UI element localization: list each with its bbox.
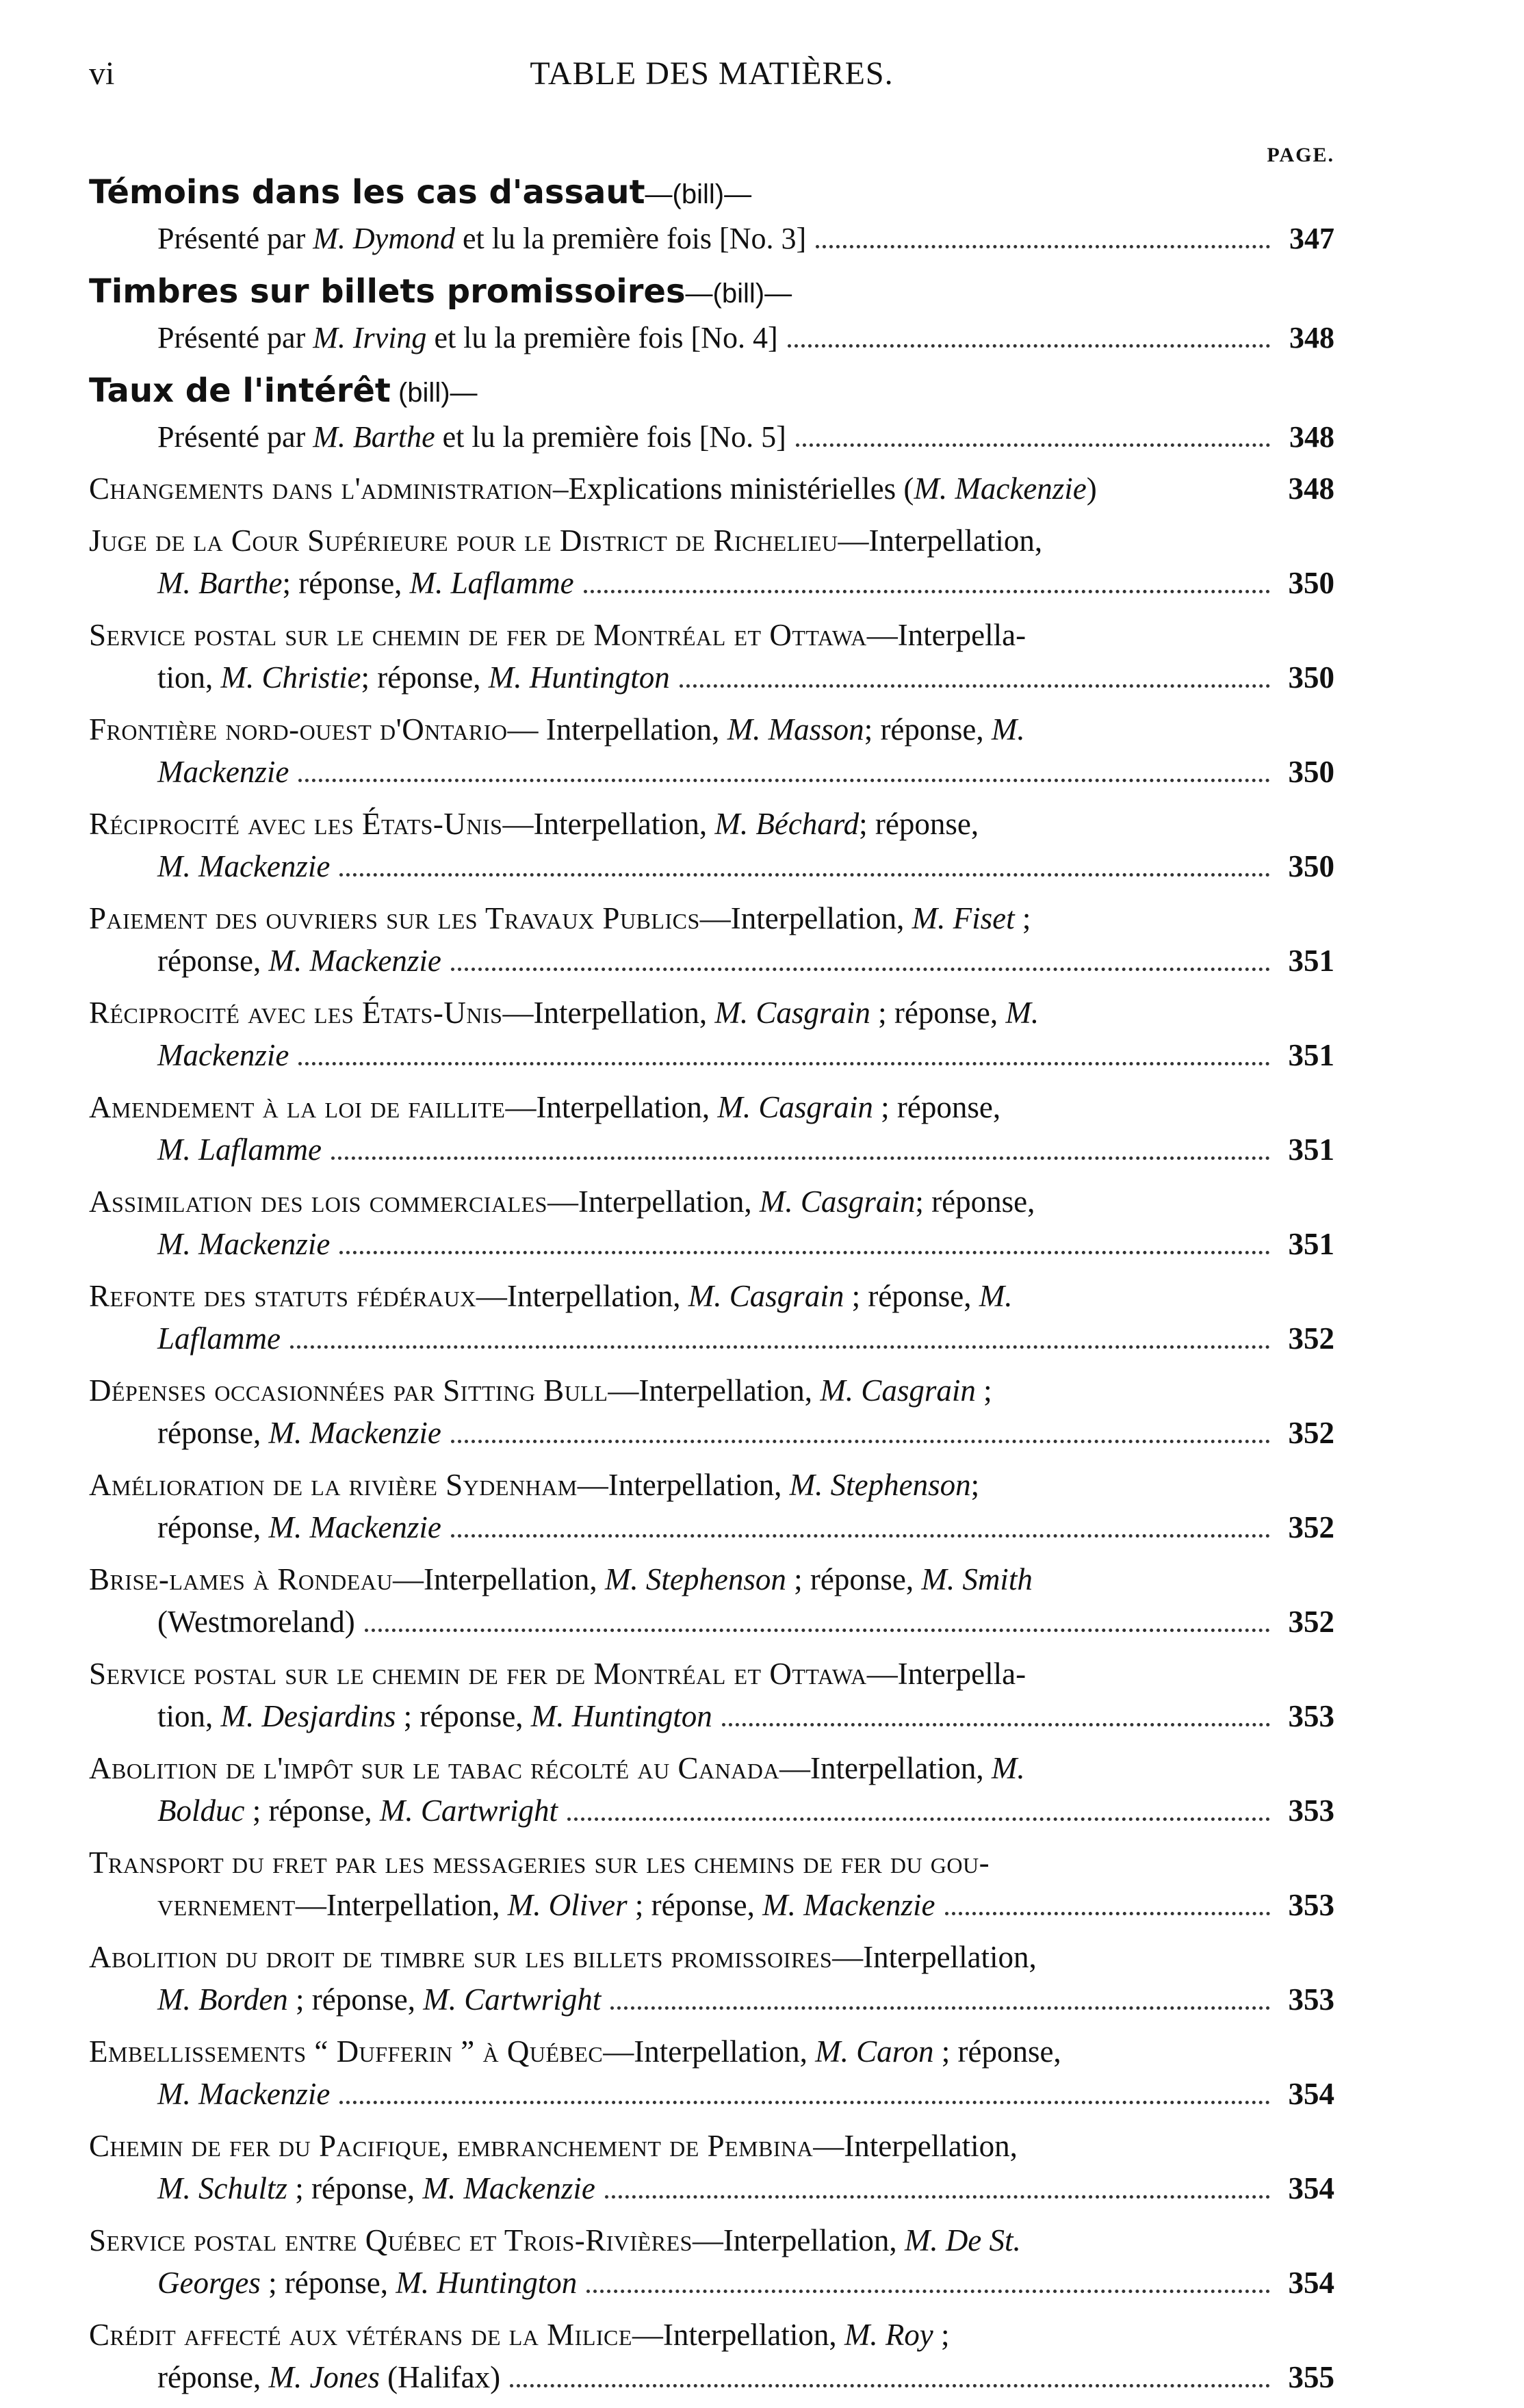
entry-line-continued bbox=[89, 1884, 1334, 1926]
entry-text: —Interpellation, bbox=[547, 1184, 760, 1219]
entry-text: ; bbox=[1014, 901, 1031, 935]
leader-dots bbox=[610, 2006, 1270, 2010]
member-name: M. Borden bbox=[157, 1982, 288, 2017]
toc-page bbox=[89, 41, 1334, 2408]
entry-text: ; réponse, bbox=[260, 2266, 396, 2300]
page-ref: 348 bbox=[1289, 321, 1334, 354]
bill-heading bbox=[89, 368, 1334, 415]
entry-line-text bbox=[89, 1275, 1013, 1317]
toc-entry bbox=[89, 1747, 1334, 1832]
member-name: M. Barthe bbox=[157, 566, 283, 600]
entry-line-text bbox=[89, 614, 1026, 656]
entry-line-text bbox=[89, 992, 1039, 1034]
entry-line-text bbox=[157, 1128, 322, 1171]
entry-line-continued bbox=[89, 656, 1334, 699]
toc-entry bbox=[89, 2219, 1334, 2304]
entry-line-continued bbox=[89, 1317, 1334, 1360]
page-ref: 347 bbox=[1289, 222, 1334, 255]
entry-line-text bbox=[157, 2167, 595, 2210]
entry-text: —Interpellation, bbox=[838, 523, 1043, 558]
member-name: M. bbox=[991, 1751, 1025, 1785]
page-ref: 350 bbox=[1288, 660, 1334, 695]
bills-section bbox=[89, 170, 1334, 459]
entry-text: réponse, bbox=[157, 2360, 269, 2394]
leader-dots bbox=[365, 1629, 1270, 1632]
entry-text: —Interpellation, bbox=[603, 2034, 816, 2069]
member-name: M. bbox=[979, 1279, 1013, 1313]
member-name: M. bbox=[1005, 996, 1039, 1030]
leader-dots bbox=[722, 1723, 1270, 1726]
entry-line bbox=[89, 1464, 1334, 1506]
entry-line-text bbox=[89, 1086, 1000, 1128]
entry-line bbox=[89, 708, 1334, 751]
entry-text: ; réponse, bbox=[361, 660, 489, 695]
entry-line-text bbox=[157, 562, 574, 604]
entry-text: ; réponse, bbox=[859, 807, 979, 841]
entry-line bbox=[89, 1086, 1334, 1128]
entry-subject: Refonte des statuts fédéraux bbox=[89, 1279, 476, 1313]
entry-line-continued bbox=[89, 2167, 1334, 2210]
entry-text: —Interpellation, bbox=[502, 996, 715, 1030]
leader-dots bbox=[451, 968, 1270, 971]
toc-entry bbox=[89, 1841, 1334, 1926]
bill-title: Taux de l'intérêt bbox=[89, 372, 391, 410]
entry-line-text bbox=[89, 1369, 992, 1412]
member-name: M. Casgrain bbox=[688, 1279, 844, 1313]
member-name: M. Mackenzie bbox=[762, 1888, 935, 1922]
page-ref: 348 bbox=[1288, 471, 1334, 506]
entry-text: (Westmoreland) bbox=[157, 1605, 355, 1639]
entry-text: ; réponse, bbox=[864, 712, 992, 747]
entry-line-text bbox=[89, 1464, 979, 1506]
member-name: Mackenzie bbox=[157, 1038, 289, 1072]
page-ref: 350 bbox=[1288, 755, 1334, 789]
entry-line-text bbox=[157, 2073, 330, 2115]
toc-entry bbox=[89, 1936, 1334, 2021]
member-name: M. Barthe bbox=[313, 420, 435, 454]
entry-text: ; réponse, bbox=[870, 996, 1006, 1030]
entry-line-text bbox=[89, 2314, 950, 2356]
page-ref: 350 bbox=[1288, 849, 1334, 883]
entry-line bbox=[89, 2314, 1334, 2356]
entry-line bbox=[89, 1747, 1334, 1789]
entry-line-text bbox=[157, 2356, 500, 2398]
member-name: M. Mackenzie bbox=[157, 2077, 331, 2111]
entry-line-text bbox=[89, 803, 979, 845]
page-ref: 355 bbox=[1288, 2360, 1334, 2394]
member-name: M. Fiset bbox=[912, 901, 1015, 935]
entry-text: —Interpella- bbox=[866, 618, 1026, 652]
leader-dots bbox=[331, 1156, 1270, 1160]
member-name: M. Roy bbox=[844, 2318, 933, 2352]
entry-subject: Chemin de fer du Pacifique, embranchement de Pembina bbox=[89, 2129, 814, 2163]
member-name: M. Huntington bbox=[488, 660, 670, 695]
entry-text: ; réponse, bbox=[844, 1279, 979, 1313]
page-ref: 352 bbox=[1288, 1416, 1334, 1450]
member-name: M. Cartwright bbox=[423, 1982, 602, 2017]
leader-dots bbox=[788, 344, 1270, 348]
entry-line-continued bbox=[89, 1412, 1334, 1454]
leader-dots bbox=[298, 779, 1270, 782]
leader-dots bbox=[816, 245, 1270, 248]
member-name: M. Mackenzie bbox=[157, 849, 331, 883]
entry-text: ; réponse, bbox=[287, 1982, 424, 2017]
toc-entry bbox=[89, 519, 1334, 604]
toc-entry bbox=[89, 1558, 1334, 1643]
member-name: Georges bbox=[157, 2266, 261, 2300]
page-ref: 354 bbox=[1288, 2171, 1334, 2205]
entry-line-continued bbox=[89, 562, 1334, 604]
entry-text: — Interpellation, bbox=[507, 712, 727, 747]
entry-text: —Interpellation, bbox=[476, 1279, 688, 1313]
member-name: M. Mackenzie bbox=[268, 944, 441, 978]
member-name: M. Stephenson bbox=[789, 1468, 971, 1502]
entry-text: tion, bbox=[157, 660, 221, 695]
entry-text: (Halifax) bbox=[379, 2360, 501, 2394]
page-ref: 354 bbox=[1288, 2077, 1334, 2111]
entry-line-text bbox=[157, 1978, 601, 2021]
entry-line-continued bbox=[89, 845, 1334, 888]
bill-tag: (bill)— bbox=[390, 378, 478, 408]
member-name: M. Mackenzie bbox=[268, 1416, 441, 1450]
entry-line bbox=[89, 2030, 1334, 2073]
entry-line-continued bbox=[89, 1506, 1334, 1549]
leader-dots bbox=[510, 2384, 1270, 2387]
entry-line-continued bbox=[89, 940, 1334, 982]
detail-prefix: Présenté par bbox=[157, 420, 313, 454]
entry-text: ; réponse, bbox=[627, 1888, 763, 1922]
entry-line-text bbox=[157, 1884, 935, 1926]
entry-text: —Interpellation, bbox=[393, 1562, 605, 1596]
entry-subject: Abolition de l'impôt sur le tabac récolté au Canada bbox=[89, 1751, 780, 1785]
detail-suffix: et lu la première fois [No. 3] bbox=[454, 222, 807, 255]
entry-line bbox=[89, 1275, 1334, 1317]
entry-text: —Interpellation, bbox=[813, 2129, 1018, 2163]
entry-line-continued bbox=[89, 1128, 1334, 1171]
entry-line-text bbox=[157, 656, 670, 699]
entry-line-text bbox=[89, 1180, 1035, 1223]
leader-dots bbox=[290, 1345, 1270, 1349]
entry-line bbox=[89, 1369, 1334, 1412]
entry-subject: Abolition du droit de timbre sur les billets promissoires bbox=[89, 1940, 833, 1974]
bill-tag: —(bill)— bbox=[645, 179, 752, 209]
entry-text: réponse, bbox=[157, 944, 269, 978]
page-ref: 353 bbox=[1288, 1982, 1334, 2017]
entry-text: —Interpellation, bbox=[505, 1090, 718, 1124]
page-ref: 351 bbox=[1288, 1038, 1334, 1072]
entry-text: ; réponse, bbox=[282, 566, 410, 600]
entry-line-continued bbox=[89, 751, 1334, 793]
bill-heading bbox=[89, 170, 1334, 217]
leader-dots bbox=[298, 1062, 1270, 1065]
detail-suffix: et lu la première fois [No. 5] bbox=[435, 420, 786, 454]
entry-line-continued bbox=[89, 2356, 1334, 2398]
entry-subject: Paiement des ouvriers sur les Travaux Publics bbox=[89, 901, 700, 935]
bill-detail bbox=[157, 415, 1334, 459]
entry-line-text bbox=[89, 2030, 1061, 2073]
entry-text: —Interpellation, bbox=[699, 901, 912, 935]
entry-subject: Amélioration de la rivière Sydenham bbox=[89, 1468, 578, 1502]
toc-entry bbox=[89, 1180, 1334, 1265]
entry-line-text bbox=[89, 708, 1025, 751]
leader-dots bbox=[584, 590, 1270, 593]
entry-text: réponse, bbox=[157, 1510, 269, 1544]
toc-entry bbox=[89, 1369, 1334, 1454]
leader-dots bbox=[451, 1534, 1270, 1538]
entry-subject: Embellissements “ Dufferin ” à Québec bbox=[89, 2034, 604, 2069]
page-ref: 350 bbox=[1288, 566, 1334, 600]
member-name: M. Casgrain bbox=[714, 996, 870, 1030]
member-name: M. Mackenzie bbox=[914, 471, 1087, 506]
detail-prefix: Présenté par bbox=[157, 222, 313, 255]
member-name: M. Huntington bbox=[396, 2266, 578, 2300]
entry-text: ; réponse, bbox=[287, 2171, 423, 2205]
entry-line bbox=[89, 897, 1334, 940]
entry-line bbox=[89, 1936, 1334, 1978]
member-name: M. Cartwright bbox=[379, 1794, 558, 1828]
entry-line-text bbox=[157, 1789, 558, 1832]
entry-subject: Dépenses occasionnées par Sitting Bull bbox=[89, 1373, 608, 1408]
entry-subject: Réciprocité avec les États-Unis bbox=[89, 996, 503, 1030]
entry-line-text bbox=[157, 940, 441, 982]
toc-entry bbox=[89, 1653, 1334, 1737]
entry-line-text bbox=[89, 2125, 1018, 2167]
entry-line-continued bbox=[89, 1978, 1334, 2021]
member-name: M. Laflamme bbox=[157, 1132, 322, 1167]
entry-line-text bbox=[89, 897, 1031, 940]
entry-line bbox=[89, 803, 1334, 845]
member-name: M. Casgrain bbox=[820, 1373, 976, 1408]
page-ref: 353 bbox=[1288, 1699, 1334, 1733]
member-name: Laflamme bbox=[157, 1321, 281, 1356]
entry-text: —Interpellation, bbox=[692, 2223, 905, 2257]
leader-dots bbox=[339, 2101, 1270, 2104]
member-name: M. Huntington bbox=[530, 1699, 712, 1733]
bill-title: Timbres sur billets promissoires bbox=[89, 272, 686, 311]
leader-dots bbox=[339, 873, 1270, 877]
leader-dots bbox=[605, 2195, 1270, 2199]
page-number: vi bbox=[89, 55, 115, 92]
toc-entry bbox=[89, 708, 1334, 793]
entry-subject: Amendement à la loi de faillite bbox=[89, 1090, 506, 1124]
member-name: M. Caron bbox=[815, 2034, 934, 2069]
entry-line bbox=[89, 614, 1334, 656]
entry-text: ; bbox=[933, 2318, 950, 2352]
entries-section bbox=[89, 467, 1334, 2398]
entry-text: ; réponse, bbox=[244, 1794, 380, 1828]
member-name: M. bbox=[991, 712, 1025, 747]
member-name: M. Casgrain bbox=[759, 1184, 916, 1219]
entry-subject: Brise-lames à Rondeau bbox=[89, 1562, 393, 1596]
toc-entry bbox=[89, 992, 1334, 1076]
running-header bbox=[89, 41, 1334, 103]
page-ref: 354 bbox=[1288, 2266, 1334, 2300]
member-name: M. Schultz bbox=[157, 2171, 287, 2205]
entry-line-text bbox=[157, 751, 289, 793]
bill-title: Témoins dans les cas d'assaut bbox=[89, 173, 645, 211]
entry-text: —Interpellation, bbox=[779, 1751, 992, 1785]
entry-subject: Transport du fret par les messageries sur les chemins de fer du gou- bbox=[89, 1846, 990, 1880]
entry-subject: Juge de la Cour Supérieure pour le District de Richelieu bbox=[89, 523, 838, 558]
detail-suffix: et lu la première fois [No. 4] bbox=[426, 321, 778, 354]
bill-detail-text bbox=[157, 415, 786, 459]
toc-entry bbox=[89, 897, 1334, 982]
entry-line bbox=[89, 519, 1334, 562]
entry-line-continued bbox=[89, 2073, 1334, 2115]
member-name: M. Mackenzie bbox=[422, 2171, 595, 2205]
entry-line-text bbox=[157, 1034, 289, 1076]
entry-line-text bbox=[157, 1317, 281, 1360]
leader-dots bbox=[567, 1817, 1270, 1821]
entry-text: ; bbox=[975, 1373, 992, 1408]
entry-text: –Explications ministérielles ( bbox=[553, 471, 914, 506]
member-name: M. De St. bbox=[904, 2223, 1021, 2257]
page-title: TABLE DES MATIÈRES. bbox=[530, 55, 894, 92]
leader-dots bbox=[680, 684, 1270, 688]
bill-detail bbox=[157, 316, 1334, 360]
entry-line-continued bbox=[89, 1789, 1334, 1832]
page-ref: 351 bbox=[1288, 1227, 1334, 1261]
entry-line bbox=[89, 1558, 1334, 1601]
entry-line-text bbox=[157, 1506, 441, 1549]
member-name: M. Mackenzie bbox=[268, 1510, 441, 1544]
entry-line-text bbox=[89, 519, 1042, 562]
entry-line-text bbox=[157, 2262, 577, 2304]
member-name: M. Jones bbox=[268, 2360, 380, 2394]
entry-line-continued bbox=[89, 1034, 1334, 1076]
toc-entry bbox=[89, 2125, 1334, 2210]
member-name: M. Dymond bbox=[313, 222, 455, 255]
page-ref: 352 bbox=[1288, 1605, 1334, 1639]
detail-prefix: Présenté par bbox=[157, 321, 313, 354]
entry-line-text bbox=[89, 1653, 1026, 1695]
entry-text: réponse, bbox=[157, 1416, 269, 1450]
entry-text: ; réponse, bbox=[786, 1562, 922, 1596]
member-name: M. Christie bbox=[220, 660, 361, 695]
member-name: Bolduc bbox=[157, 1794, 245, 1828]
entry-line-text bbox=[89, 1747, 1025, 1789]
leader-dots bbox=[796, 443, 1270, 447]
entry-text: —Interpellation, bbox=[632, 2318, 844, 2352]
member-name: M. Smith bbox=[921, 1562, 1033, 1596]
page-ref: 353 bbox=[1288, 1794, 1334, 1828]
entry-subject: Service postal sur le chemin de fer de Montréal et Ottawa bbox=[89, 618, 867, 652]
toc-entry bbox=[89, 467, 1334, 510]
toc-entry bbox=[89, 2314, 1334, 2398]
member-name: Mackenzie bbox=[157, 755, 289, 789]
entry-line bbox=[89, 2219, 1334, 2262]
entry-line-continued bbox=[89, 1601, 1334, 1643]
page-ref: 348 bbox=[1289, 420, 1334, 454]
entry-subject: Réciprocité avec les États-Unis bbox=[89, 807, 503, 841]
entry-line bbox=[89, 992, 1334, 1034]
leader-dots bbox=[451, 1440, 1270, 1443]
member-name: M. Oliver bbox=[507, 1888, 628, 1922]
member-name: M. Laflamme bbox=[409, 566, 574, 600]
member-name: M. Desjardins bbox=[220, 1699, 396, 1733]
entry-text: ; réponse, bbox=[873, 1090, 1001, 1124]
toc-entry bbox=[89, 1086, 1334, 1171]
toc-entry bbox=[89, 1275, 1334, 1360]
entry-text: —Interpellation, bbox=[577, 1468, 790, 1502]
entry-line bbox=[89, 2125, 1334, 2167]
bill-detail bbox=[157, 217, 1334, 261]
entry-subject: Crédit affecté aux vétérans de la Milice bbox=[89, 2318, 632, 2352]
toc-entry bbox=[89, 1464, 1334, 1549]
entry-line-text bbox=[157, 1223, 330, 1265]
entry-line-text bbox=[157, 1695, 712, 1737]
leader-dots bbox=[339, 1251, 1270, 1254]
entry-subject: Service postal sur le chemin de fer de Montréal et Ottawa bbox=[89, 1657, 867, 1691]
member-name: M. Stephenson bbox=[604, 1562, 786, 1596]
leader-dots bbox=[945, 1912, 1270, 1915]
entry-text: ; bbox=[970, 1468, 980, 1502]
entry-text: —Interpellation, bbox=[832, 1940, 1037, 1974]
entry-line-text bbox=[89, 1936, 1037, 1978]
member-name: M. Masson bbox=[727, 712, 864, 747]
page-ref: 351 bbox=[1288, 1132, 1334, 1167]
entry-line-text bbox=[89, 467, 1097, 510]
member-name: M. Mackenzie bbox=[157, 1227, 331, 1261]
entry-text: ; réponse, bbox=[915, 1184, 1035, 1219]
entry-line-text bbox=[89, 1558, 1033, 1601]
toc-entry bbox=[89, 614, 1334, 699]
entry-line-continued bbox=[89, 1223, 1334, 1265]
entry-text: —Interpellation, bbox=[502, 807, 715, 841]
page-ref: 351 bbox=[1288, 944, 1334, 978]
entry-subject: Assimilation des lois commerciales bbox=[89, 1184, 547, 1219]
page-ref: 352 bbox=[1288, 1510, 1334, 1544]
entry-subject: vernement bbox=[157, 1888, 296, 1922]
entry-line-continued bbox=[89, 2262, 1334, 2304]
bill-detail-text bbox=[157, 316, 778, 360]
entry-line bbox=[89, 467, 1334, 510]
entry-line bbox=[89, 1180, 1334, 1223]
entry-subject: Service postal entre Québec et Trois-Rivières bbox=[89, 2223, 693, 2257]
entry-line-text bbox=[89, 1841, 990, 1884]
entry-text: tion, bbox=[157, 1699, 221, 1733]
entry-text: —Interpellation, bbox=[608, 1373, 821, 1408]
entry-text: —Interpellation, bbox=[295, 1888, 508, 1922]
page-ref: 353 bbox=[1288, 1888, 1334, 1922]
member-name: M. Irving bbox=[313, 321, 427, 354]
entry-text: ; réponse, bbox=[933, 2034, 1061, 2069]
page-ref: 352 bbox=[1288, 1321, 1334, 1356]
member-name: M. Béchard bbox=[714, 807, 860, 841]
leader-dots bbox=[586, 2290, 1270, 2293]
page-column-label: PAGE. bbox=[1267, 144, 1334, 166]
entry-text: ; réponse, bbox=[396, 1699, 531, 1733]
bill-tag: —(bill)— bbox=[685, 279, 792, 309]
entry-text: ) bbox=[1086, 471, 1097, 506]
entry-text: —Interpella- bbox=[866, 1657, 1026, 1691]
entry-subject: Frontière nord-ouest d'Ontario bbox=[89, 712, 508, 747]
entry-line-text bbox=[157, 845, 330, 888]
toc-entry bbox=[89, 2030, 1334, 2115]
entry-subject: Changements dans l'administration bbox=[89, 471, 553, 506]
bill-heading bbox=[89, 269, 1334, 316]
member-name: M. Casgrain bbox=[717, 1090, 873, 1124]
toc-entry bbox=[89, 803, 1334, 888]
bill-detail-text bbox=[157, 217, 806, 261]
entry-line-continued bbox=[89, 1695, 1334, 1737]
entry-line-text bbox=[157, 1601, 355, 1643]
entry-line bbox=[89, 1653, 1334, 1695]
entry-line bbox=[89, 1841, 1334, 1884]
entry-line-text bbox=[89, 2219, 1021, 2262]
entry-line-text bbox=[157, 1412, 441, 1454]
